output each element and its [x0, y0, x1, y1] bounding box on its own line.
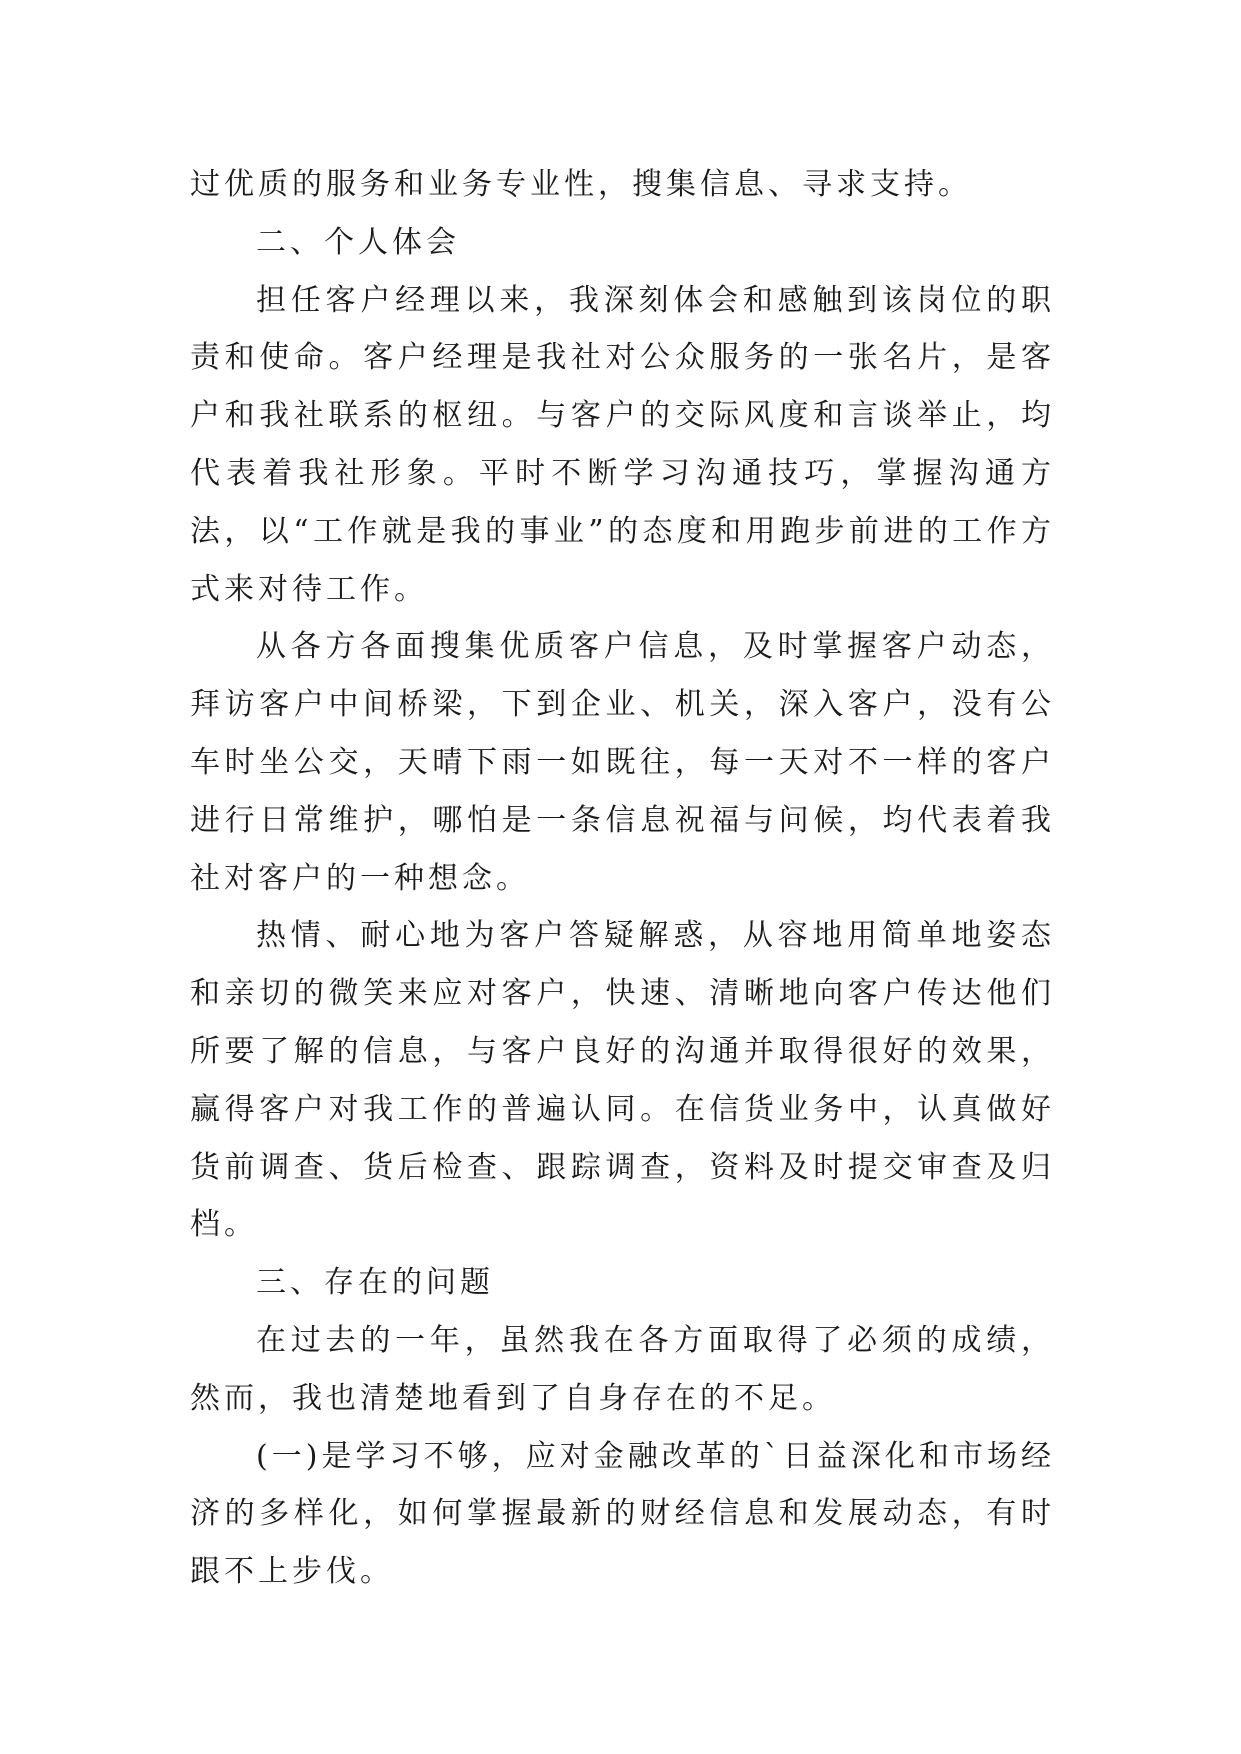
paragraph-continuation: 过优质的服务和业务专业性，搜集信息、寻求支持。	[190, 167, 972, 202]
paragraph: 担任客户经理以来，我深刻体会和感触到该岗位的职责和使命。客户经理是我社对公众服务的一张名片，是客户和我社联系的枢纽。与客户的交际风度和言谈举止，均代表着我社形象。平时不断学习沟通技巧，掌握沟通方法，以“工作就是我的事业”的态度和用跑步前进的工作方式来对待工作。	[190, 282, 1055, 607]
document-body	[190, 156, 1055, 1601]
paragraph: 从各方各面搜集优质客户信息，及时掌握客户动态，拜访客户中间桥梁，下到企业、机关，深入客户，没有公车时坐公交，天晴下雨一如既往，每一天对不一样的客户进行日常维护，哪怕是一条信息祝福与问候，均代表着我社对客户的一种想念。	[190, 629, 1055, 896]
paragraph: (一)是学习不够，应对金融改革的`日益深化和市场经济的多样化，如何掌握最新的财经信息和发展动态，有时跟不上步伐。	[190, 1438, 1055, 1590]
paragraph: 在过去的一年，虽然我在各方面取得了必须的成绩，然而，我也清楚地看到了自身存在的不足。	[190, 1322, 1055, 1416]
section-heading-existing-problems: 三、存在的问题	[256, 1265, 494, 1301]
section-heading-personal-experience: 二、个人体会	[256, 224, 460, 260]
paragraph: 热情、耐心地为客户答疑解惑，从容地用简单地姿态和亲切的微笑来应对客户，快速、清晰地向客户传达他们所要了解的信息，与客户良好的沟通并取得很好的效果，赢得客户对我工作的普遍认同。在信货业务中，认真做好货前调查、货后检查、跟踪调查，资料及时提交审查及归档。	[190, 918, 1055, 1243]
